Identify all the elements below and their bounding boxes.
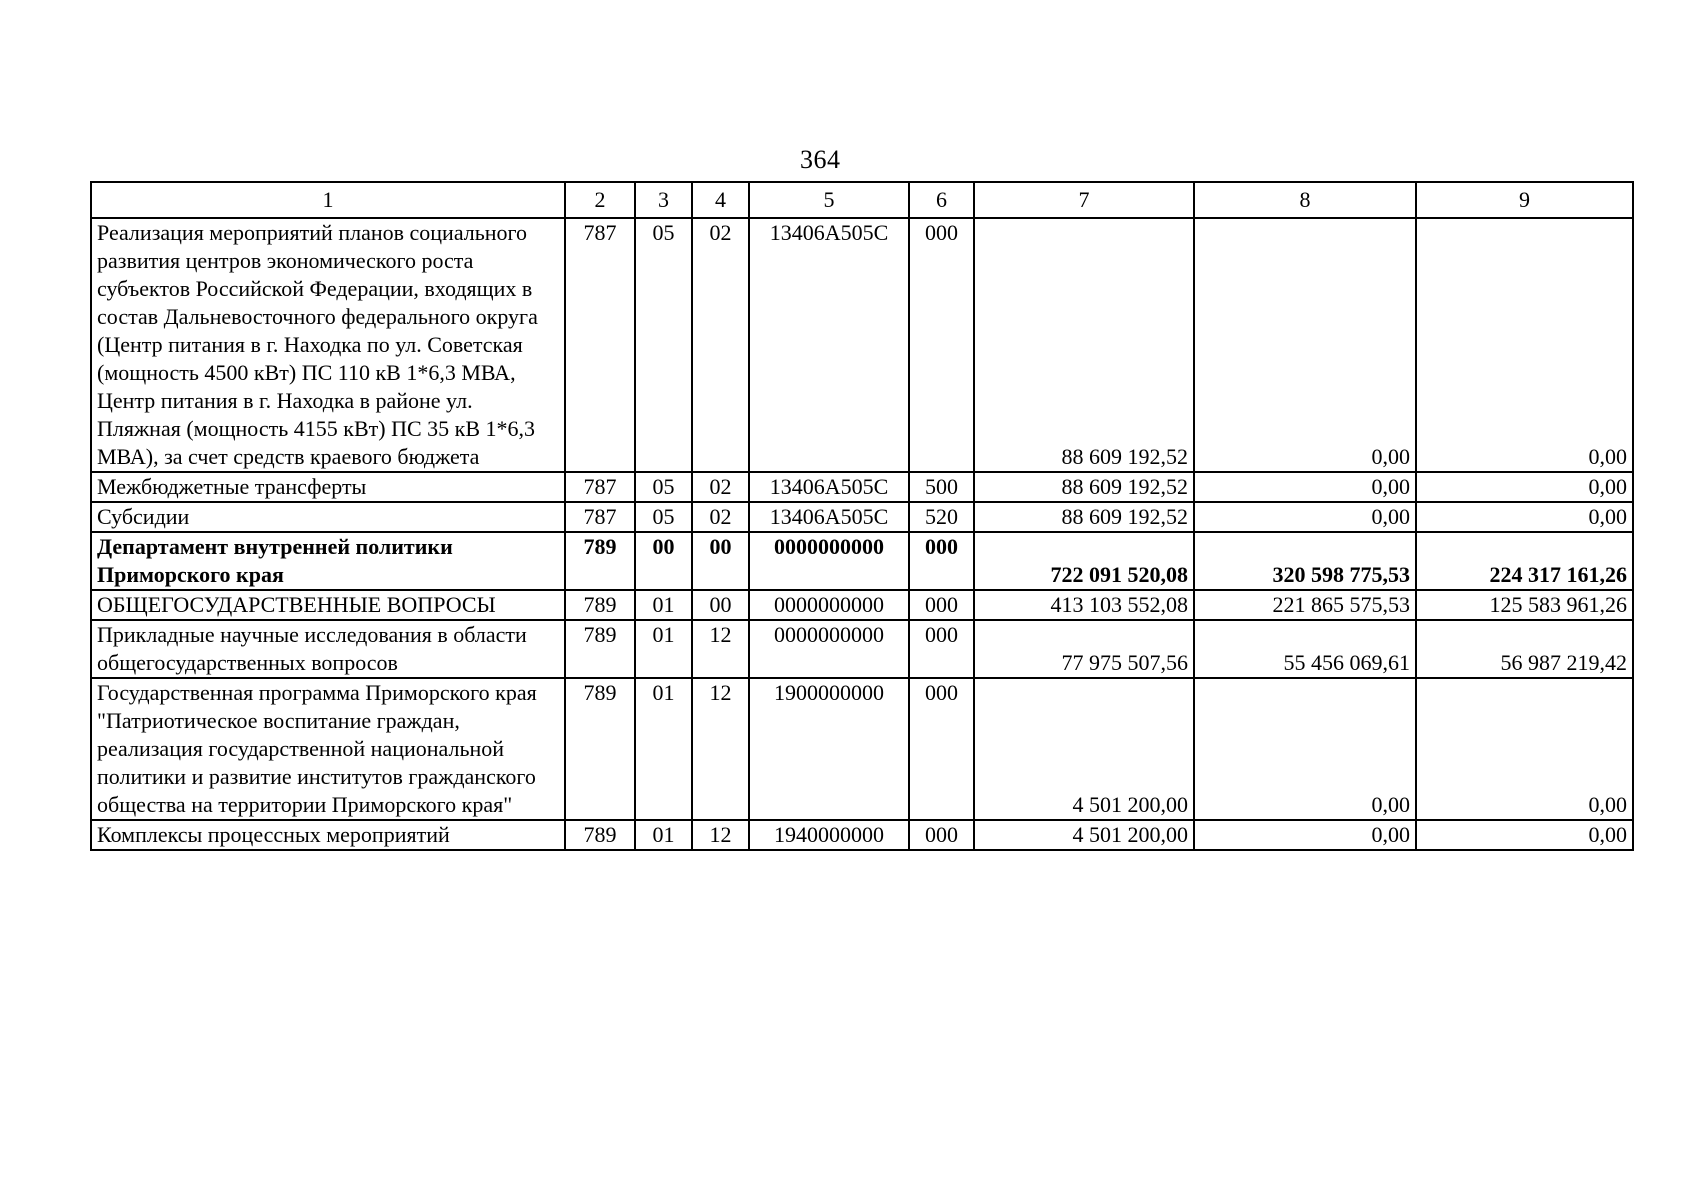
cell-c8: 0,00: [1194, 218, 1416, 472]
cell-c8: 0,00: [1194, 678, 1416, 820]
cell-c8: 0,00: [1194, 472, 1416, 502]
column-header: 7: [974, 182, 1194, 218]
column-header: 4: [692, 182, 749, 218]
cell-c7: 4 501 200,00: [974, 678, 1194, 820]
cell-c3: 05: [635, 502, 692, 532]
cell-c4: 12: [692, 678, 749, 820]
budget-table: [90, 181, 1634, 851]
cell-c7: 4 501 200,00: [974, 820, 1194, 850]
table-row: [91, 472, 1633, 502]
cell-c2: 789: [565, 678, 635, 820]
table-header-row: [91, 182, 1633, 218]
cell-c7: 88 609 192,52: [974, 472, 1194, 502]
cell-c6: 000: [909, 678, 974, 820]
cell-c5: 13406А505С: [749, 472, 909, 502]
column-header: 8: [1194, 182, 1416, 218]
cell-c2: 789: [565, 590, 635, 620]
cell-c5: 13406А505С: [749, 502, 909, 532]
cell-c2: 787: [565, 472, 635, 502]
cell-c5: 1900000000: [749, 678, 909, 820]
table-row: [91, 820, 1633, 850]
cell-c4: 12: [692, 620, 749, 678]
cell-c4: 12: [692, 820, 749, 850]
cell-c4: 02: [692, 218, 749, 472]
cell-c9: 0,00: [1416, 820, 1633, 850]
column-header: 1: [91, 182, 565, 218]
column-header: 9: [1416, 182, 1633, 218]
table-row: [91, 620, 1633, 678]
cell-c5: 0000000000: [749, 590, 909, 620]
table-row: [91, 678, 1633, 820]
row-name: Государственная программа Приморского края "Патриотическое воспитание граждан, реализация государственной национальной политики и развитие институтов гражданского общества на территории Приморского края": [91, 678, 565, 820]
cell-c3: 01: [635, 590, 692, 620]
cell-c3: 00: [635, 532, 692, 590]
cell-c2: 787: [565, 502, 635, 532]
cell-c6: 000: [909, 532, 974, 590]
cell-c6: 000: [909, 620, 974, 678]
cell-c5: 0000000000: [749, 532, 909, 590]
cell-c2: 789: [565, 620, 635, 678]
row-name: Межбюджетные трансферты: [91, 472, 565, 502]
cell-c7: 77 975 507,56: [974, 620, 1194, 678]
cell-c7: 722 091 520,08: [974, 532, 1194, 590]
cell-c9: 0,00: [1416, 678, 1633, 820]
cell-c9: 125 583 961,26: [1416, 590, 1633, 620]
cell-c3: 05: [635, 472, 692, 502]
cell-c7: 413 103 552,08: [974, 590, 1194, 620]
column-header: 3: [635, 182, 692, 218]
cell-c3: 01: [635, 620, 692, 678]
cell-c7: 88 609 192,52: [974, 502, 1194, 532]
cell-c3: 01: [635, 678, 692, 820]
table-row: [91, 590, 1633, 620]
row-name: Департамент внутренней политики Приморского края: [91, 532, 565, 590]
cell-c6: 000: [909, 590, 974, 620]
row-name: ОБЩЕГОСУДАРСТВЕННЫЕ ВОПРОСЫ: [91, 590, 565, 620]
cell-c4: 00: [692, 590, 749, 620]
table-row: [91, 218, 1633, 472]
row-name: Реализация мероприятий планов социального развития центров экономического роста субъектов Российской Федерации, входящих в состав Дальневосточного федерального округа (Центр питания в г. Находка по ул. Советская (мощность 4500 кВт) ПС 110 кВ 1*6,3 МВА, Центр питания в г. Находка в районе ул. Пляжная (мощность 4155 кВт) ПС 35 кВ 1*6,3 МВА), за счет средств краевого бюджета: [91, 218, 565, 472]
cell-c2: 789: [565, 820, 635, 850]
cell-c9: 56 987 219,42: [1416, 620, 1633, 678]
column-header: 2: [565, 182, 635, 218]
cell-c8: 0,00: [1194, 502, 1416, 532]
cell-c6: 000: [909, 820, 974, 850]
cell-c3: 01: [635, 820, 692, 850]
cell-c4: 02: [692, 502, 749, 532]
cell-c9: 0,00: [1416, 472, 1633, 502]
cell-c5: 1940000000: [749, 820, 909, 850]
cell-c6: 500: [909, 472, 974, 502]
cell-c2: 789: [565, 532, 635, 590]
cell-c4: 00: [692, 532, 749, 590]
cell-c3: 05: [635, 218, 692, 472]
cell-c8: 0,00: [1194, 820, 1416, 850]
cell-c4: 02: [692, 472, 749, 502]
row-name: Комплексы процессных мероприятий: [91, 820, 565, 850]
row-name: Субсидии: [91, 502, 565, 532]
table-row: [91, 532, 1633, 590]
cell-c2: 787: [565, 218, 635, 472]
cell-c7: 88 609 192,52: [974, 218, 1194, 472]
column-header: 5: [749, 182, 909, 218]
cell-c9: 224 317 161,26: [1416, 532, 1633, 590]
cell-c8: 55 456 069,61: [1194, 620, 1416, 678]
table-row: [91, 502, 1633, 532]
cell-c8: 320 598 775,53: [1194, 532, 1416, 590]
cell-c5: 13406А505С: [749, 218, 909, 472]
cell-c8: 221 865 575,53: [1194, 590, 1416, 620]
cell-c9: 0,00: [1416, 218, 1633, 472]
cell-c6: 520: [909, 502, 974, 532]
cell-c6: 000: [909, 218, 974, 472]
cell-c9: 0,00: [1416, 502, 1633, 532]
row-name: Прикладные научные исследования в области общегосударственных вопросов: [91, 620, 565, 678]
page-number: 364: [800, 145, 841, 174]
cell-c5: 0000000000: [749, 620, 909, 678]
column-header: 6: [909, 182, 974, 218]
